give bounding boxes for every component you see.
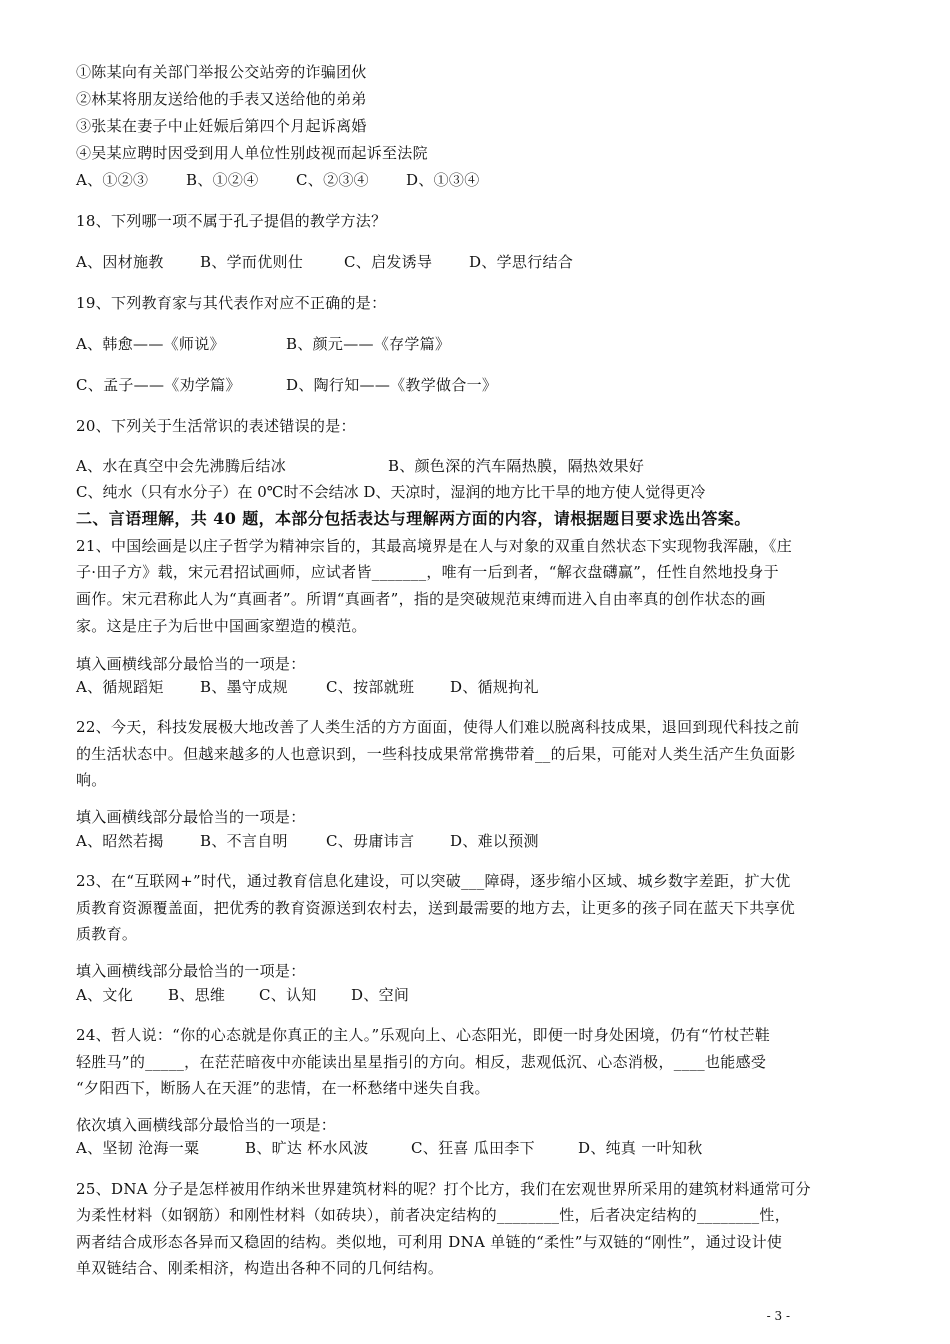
q19-option-c: C、孟子——《劝学篇》 bbox=[76, 376, 241, 394]
q17-option-a: A、①②③ bbox=[76, 171, 149, 189]
q23-line-2: 质教育资源覆盖面，把优秀的教育资源送到农村去，送到最需要的地方去，让更多的孩子同在蓝天下共享优 bbox=[76, 899, 796, 917]
q21-line-1: 21、中国绘画是以庄子哲学为精神宗旨的，其最高境界是在人与对象的双重自然状态下实现物我浑融，《庄 bbox=[76, 537, 792, 555]
q25-line-2: 为柔性材料（如钢筋）和刚性材料（如砖块），前者决定结构的________性，后者决定结构的________性， bbox=[76, 1206, 791, 1224]
q24-options bbox=[76, 1138, 703, 1158]
q19-stem: 19、下列教育家与其代表作对应不正确的是： bbox=[76, 294, 387, 312]
q23-prompt: 填入画横线部分最恰当的一项是： bbox=[76, 962, 306, 980]
q22-option-a: A、昭然若揭 bbox=[76, 832, 164, 850]
q17-item-1: ①陈某向有关部门举报公交站旁的诈骗团伙 bbox=[76, 63, 367, 81]
q24-option-a: A、坚韧 沧海一粟 bbox=[76, 1139, 200, 1157]
q20-options-row2: C、纯水（只有水分子）在 0℃时不会结冰 D、天凉时，湿润的地方比干旱的地方使人觉得更冷 bbox=[76, 483, 706, 501]
q19-options-row2 bbox=[76, 375, 497, 395]
q22-prompt: 填入画横线部分最恰当的一项是： bbox=[76, 808, 306, 826]
q21-options bbox=[76, 677, 539, 697]
q19-option-b: B、颜元——《存学篇》 bbox=[286, 335, 451, 353]
q22-line-3: 响。 bbox=[76, 771, 107, 789]
q17-option-d: D、①③④ bbox=[406, 171, 480, 189]
q23-option-a: A、文化 bbox=[76, 986, 134, 1004]
q19-options-row1 bbox=[76, 334, 450, 354]
q22-option-d: D、难以预测 bbox=[450, 832, 539, 850]
q21-option-a: A、循规蹈矩 bbox=[76, 678, 164, 696]
q25-line-4: 单双链结合、刚柔相济，构造出各种不同的几何结构。 bbox=[76, 1259, 444, 1277]
q18-option-b: B、学而优则仕 bbox=[200, 253, 304, 271]
q25-line-3: 两者结合成形态各异而又稳固的结构。类似地，可利用 DNA 单链的“柔性”与双链的“刚性”，通过设计使 bbox=[76, 1233, 783, 1251]
q22-line-2: 的生活状态中。但越来越多的人也意识到，一些科技成果常常携带着__的后果，可能对人类生活产生负面影 bbox=[76, 745, 796, 763]
q22-line-1: 22、今天，科技发展极大地改善了人类生活的方方面面，使得人们难以脱离科技成果，退回到现代科技之前 bbox=[76, 718, 800, 736]
q22-options bbox=[76, 831, 539, 851]
section-heading: 二、言语理解，共 40 题，本部分包括表达与理解两方面的内容，请根据题目要求选出答案。 bbox=[76, 509, 751, 528]
q21-line-3: 画作。宋元君称此人为“真画者”。所谓“真画者”，指的是突破规范束缚而进入自由率真的创作状态的画 bbox=[76, 590, 766, 608]
q24-option-c: C、狂喜 瓜田李下 bbox=[411, 1139, 535, 1157]
q25-line-1: 25、DNA 分子是怎样被用作纳米世界建筑材料的呢？打个比方，我们在宏观世界所采用的建筑材料通常可分 bbox=[76, 1180, 811, 1198]
q21-prompt: 填入画横线部分最恰当的一项是： bbox=[76, 655, 306, 673]
q17-item-4: ④吴某应聘时因受到用人单位性别歧视而起诉至法院 bbox=[76, 144, 428, 162]
q18-stem: 18、下列哪一项不属于孔子提倡的教学方法？ bbox=[76, 212, 387, 230]
q23-line-1: 23、在“互联网+”时代，通过教育信息化建设，可以突破___障碍，逐步缩小区域、城乡数字差距，扩大优 bbox=[76, 872, 791, 890]
q19-option-d: D、陶行知——《教学做合一》 bbox=[286, 376, 498, 394]
q24-prompt: 依次填入画横线部分最恰当的一项是： bbox=[76, 1116, 337, 1134]
q20-stem: 20、下列关于生活常识的表述错误的是： bbox=[76, 417, 356, 435]
q18-option-a: A、因材施教 bbox=[76, 253, 164, 271]
q24-line-2: 轻胜马”的_____，在茫茫暗夜中亦能读出星星指引的方向。相反，悲观低沉、心态消极，____也能感受 bbox=[76, 1053, 767, 1071]
q19-option-a: A、韩愈——《师说》 bbox=[76, 335, 225, 353]
q18-options bbox=[76, 252, 573, 272]
q17-option-c: C、②③④ bbox=[296, 171, 369, 189]
q23-options bbox=[76, 985, 409, 1005]
q20-option-a: A、水在真空中会先沸腾后结冰 bbox=[76, 457, 287, 475]
q24-line-3: “夕阳西下，断肠人在天涯”的悲情，在一杯愁绪中迷失自我。 bbox=[76, 1079, 490, 1097]
q24-option-d: D、纯真 一叶知秋 bbox=[578, 1139, 703, 1157]
q23-line-3: 质教育。 bbox=[76, 925, 138, 943]
q18-option-c: C、启发诱导 bbox=[344, 253, 433, 271]
q22-option-c: C、毋庸讳言 bbox=[326, 832, 415, 850]
q24-line-1: 24、哲人说：“你的心态就是你真正的主人。”乐观向上、心态阳光，即便一时身处困境，仍有“竹杖芒鞋 bbox=[76, 1026, 770, 1044]
q23-option-d: D、空间 bbox=[351, 986, 410, 1004]
q21-option-b: B、墨守成规 bbox=[200, 678, 288, 696]
q21-line-2: 子·田子方》载，宋元君招试画师，应试者皆_______，唯有一后到者，“解衣盘礴赢”，任性自然地投身于 bbox=[76, 563, 779, 581]
q23-option-c: C、认知 bbox=[259, 986, 317, 1004]
q21-option-c: C、按部就班 bbox=[326, 678, 415, 696]
q21-line-4: 家。这是庄子为后世中国画家塑造的模范。 bbox=[76, 617, 367, 635]
q22-option-b: B、不言自明 bbox=[200, 832, 288, 850]
q20-option-b: B、颜色深的汽车隔热膜，隔热效果好 bbox=[388, 457, 645, 475]
q17-option-b: B、①②④ bbox=[186, 171, 259, 189]
q21-option-d: D、循规拘礼 bbox=[450, 678, 539, 696]
q17-item-3: ③张某在妻子中止妊娠后第四个月起诉离婚 bbox=[76, 117, 367, 135]
q18-option-d: D、学思行结合 bbox=[469, 253, 574, 271]
q17-item-2: ②林某将朋友送给他的手表又送给他的弟弟 bbox=[76, 90, 367, 108]
page-number: - 3 - bbox=[766, 1309, 790, 1323]
q17-options bbox=[76, 170, 480, 190]
q24-option-b: B、旷达 杯水风波 bbox=[245, 1139, 369, 1157]
q20-options-row1 bbox=[76, 456, 644, 476]
q23-option-b: B、思维 bbox=[168, 986, 226, 1004]
